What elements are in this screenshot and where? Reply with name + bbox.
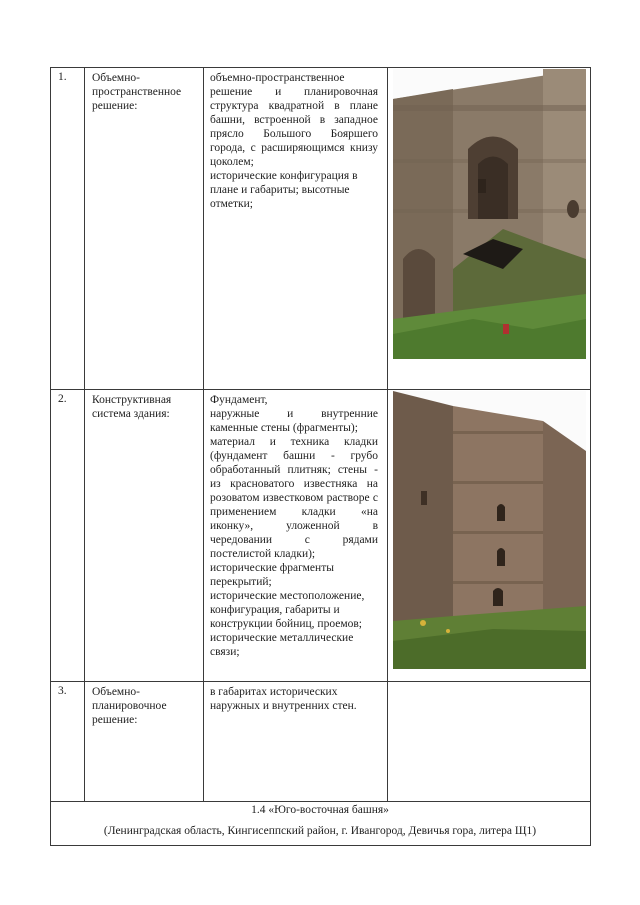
row-name: Конструктивная система здания: [92, 394, 172, 420]
section-title: 1.4 «Юго-восточная башня» [251, 804, 389, 816]
tower-facade-photo [393, 391, 586, 669]
table-border-right [590, 67, 591, 846]
desc-paragraph: исторические фрагменты перекрытий; [210, 562, 334, 588]
protection-table [50, 67, 590, 846]
desc-paragraph: материал и техника кладки (фундамент башни - грубо обработанный плитняк; стены - из красноватого известняка на розоватом известковом растворе с применением кладки «на иконку», уложенной в чередовании с рядами постелистой кладки); [210, 436, 378, 560]
row-number: 2. [58, 393, 67, 405]
tower-wall-photo [393, 69, 586, 359]
tower-wall-photo-svg [393, 69, 586, 359]
row-name: Объемно-планировочное решение: [92, 686, 167, 726]
row-divider [50, 389, 590, 390]
desc-paragraph: Фундамент, [210, 394, 268, 406]
desc-paragraph: объемно-пространственное решение и планировочная структура квадратной в плане башни, встроенной в западное прясло Большого Бояршего города, с расширяющимся книзу цоколем; [210, 72, 378, 168]
tower-facade-photo-svg [393, 391, 586, 669]
object-address: (Ленинградская область, Кингисеппский район, г. Ивангород, Девичья гора, литера Щ1) [103, 825, 537, 837]
row-divider [50, 801, 590, 802]
row-description [210, 685, 378, 713]
row-description [210, 71, 378, 211]
row-number: 1. [58, 71, 67, 83]
column-divider [387, 67, 388, 801]
desc-paragraph: исторические конфигурация в плане и габариты; высотные отметки; [210, 170, 358, 210]
table-border-bottom [50, 845, 590, 846]
table-border-left [50, 67, 51, 846]
desc-paragraph: в габаритах исторических наружных и внутренних стен. [210, 686, 357, 712]
row-divider [50, 681, 590, 682]
row-description [210, 393, 378, 659]
table-border-top [50, 67, 590, 68]
column-divider [84, 67, 85, 801]
column-divider [203, 67, 204, 801]
desc-paragraph: наружные и внутренние каменные стены (фрагменты); [210, 408, 378, 434]
desc-paragraph: исторические металлические связи; [210, 632, 354, 658]
row-name: Объемно-пространственное решение: [92, 72, 182, 112]
row-number: 3. [58, 685, 67, 697]
desc-paragraph: исторические местоположение, конфигурация, габариты и конструкции бойниц, проемов; [210, 590, 365, 630]
